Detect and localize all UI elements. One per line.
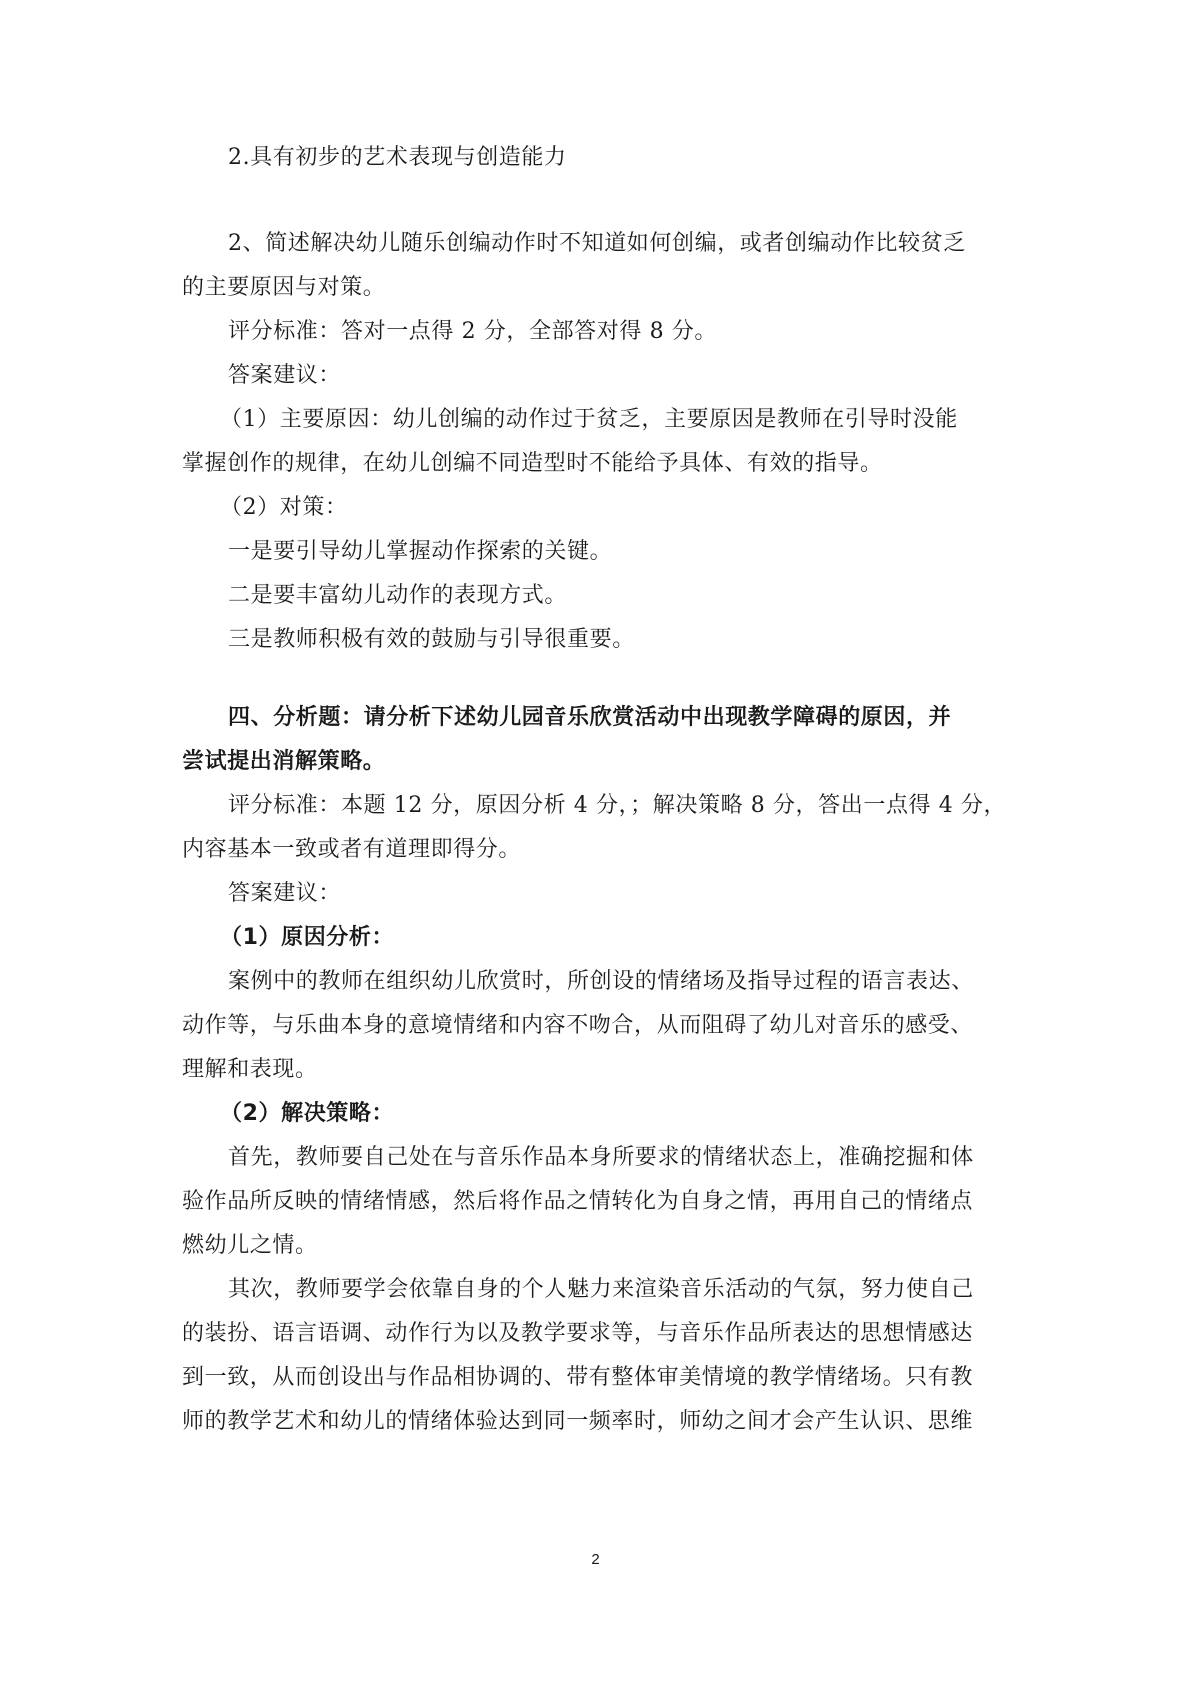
section-heading: 尝试提出消解策略。 xyxy=(182,749,386,774)
question-heading: 的主要原因与对策。 xyxy=(182,275,386,300)
paragraph-line: 动作等，与乐曲本身的意境情绪和内容不吻合，从而阻碍了幼儿对音乐的感受、 xyxy=(182,1013,974,1038)
answer-label: 答案建议： xyxy=(228,881,342,906)
scoring-standard: 评分标准：本题 12 分，原因分析 4 分，；解决策略 8 分，答出一点得 4 分， xyxy=(228,793,1007,818)
paragraph-line: 理解和表现。 xyxy=(182,1057,318,1082)
paragraph-line: 2.具有初步的艺术表现与创造能力 xyxy=(228,145,567,170)
subheading: （2）解决策略： xyxy=(220,1101,395,1126)
paragraph-line: 其次，教师要学会依靠自身的个人魅力来渲染音乐活动的气氛，努力使自己 xyxy=(228,1277,974,1302)
answer-label: 答案建议： xyxy=(228,363,342,388)
page-number: 2 xyxy=(591,1551,600,1568)
section-heading: 四、分析题：请分析下述幼儿园音乐欣赏活动中出现教学障碍的原因，并 xyxy=(228,705,952,730)
question-heading: 2、简述解决幼儿随乐创编动作时不知道如何创编，或者创编动作比较贫乏 xyxy=(228,231,966,256)
paragraph-line: 一是要引导幼儿掌握动作探索的关键。 xyxy=(228,539,613,564)
paragraph-line: 二是要丰富幼儿动作的表现方式。 xyxy=(228,583,568,608)
paragraph-line: 验作品所反映的情绪情感，然后将作品之情转化为自身之情，再用自己的情绪点 xyxy=(182,1189,974,1214)
paragraph-line: （2）对策： xyxy=(220,495,348,520)
paragraph-line: 首先，教师要自己处在与音乐作品本身所要求的情绪状态上，准确挖掘和体 xyxy=(228,1145,974,1170)
paragraph-line: （1）主要原因：幼儿创编的动作过于贫乏，主要原因是教师在引导时没能 xyxy=(220,407,958,432)
paragraph-line: 案例中的教师在组织幼儿欣赏时，所创设的情绪场及指导过程的语言表达、 xyxy=(228,969,974,994)
paragraph-line: 师的教学艺术和幼儿的情绪体验达到同一频率时，师幼之间才会产生认识、思维 xyxy=(182,1409,974,1434)
scoring-standard: 内容基本一致或者有道理即得分。 xyxy=(182,837,522,862)
subheading: （1）原因分析： xyxy=(220,925,395,950)
paragraph-line: 三是教师积极有效的鼓励与引导很重要。 xyxy=(228,627,635,652)
scoring-standard: 评分标准：答对一点得 2 分，全部答对得 8 分。 xyxy=(228,319,717,344)
paragraph-line: 的装扮、语言语调、动作行为以及教学要求等，与音乐作品所表达的思想情感达 xyxy=(182,1321,974,1346)
paragraph-line: 燃幼儿之情。 xyxy=(182,1233,318,1258)
paragraph-line: 到一致，从而创设出与作品相协调的、带有整体审美情境的教学情绪场。只有教 xyxy=(182,1365,974,1390)
paragraph-line: 掌握创作的规律，在幼儿创编不同造型时不能给予具体、有效的指导。 xyxy=(182,451,883,476)
